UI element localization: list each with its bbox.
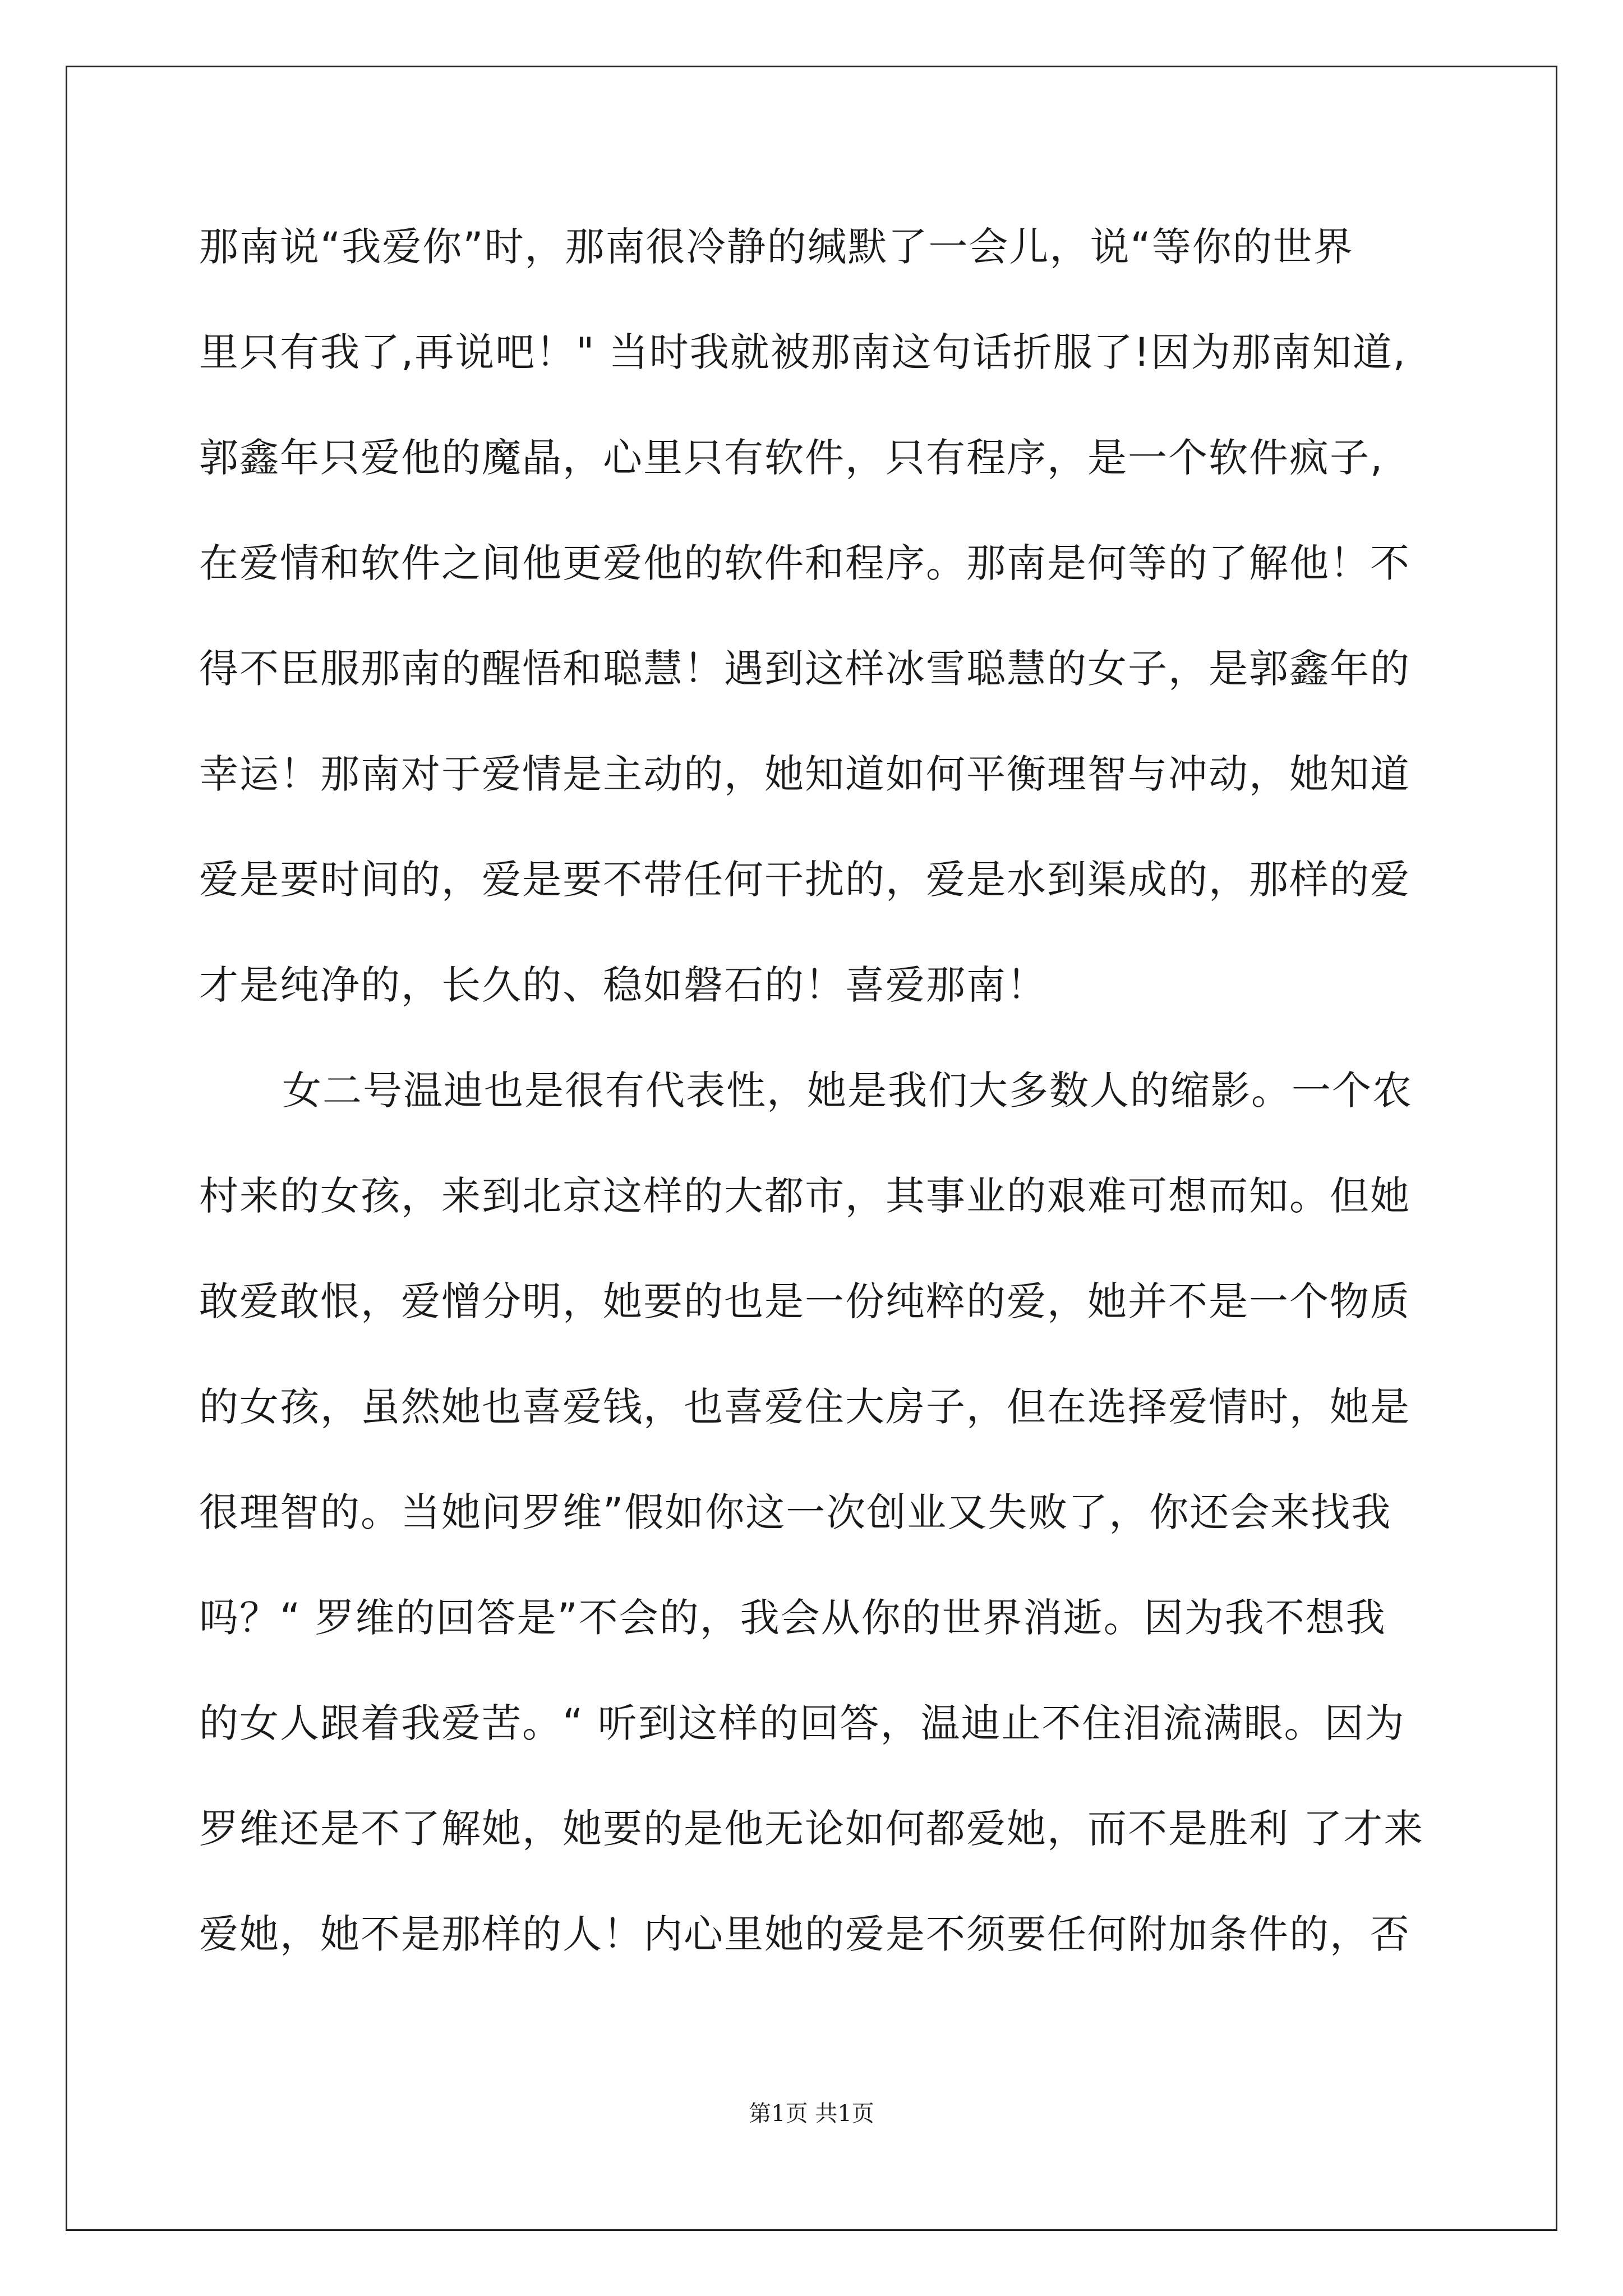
text-line: 村来的女孩，来到北京这样的大都市，其事业的艰难可想而知。但她 [199,1173,1410,1219]
text-line: 的女孩，虽然她也喜爱钱，也喜爱住大房子，但在选择爱情时，她是 [199,1384,1410,1430]
text-line: 郭鑫年只爱他的魔晶，心里只有软件，只有程序，是一个软件疯子, [199,435,1384,481]
page-footer: 第1页 共1页 [749,2101,874,2127]
text-line: 里只有我了,再说吧！" 当时我就被那南这句话折服了!因为那南知道, [199,329,1407,375]
paragraph-start-line: 女二号温迪也是很有代表性，她是我们大多数人的缩影。一个农 [282,1068,1413,1114]
text-line: 得不臣服那南的醒悟和聪慧！遇到这样冰雪聪慧的女子，是郭鑫年的 [199,646,1410,692]
text-line: 罗维还是不了解她，她要的是他无论如何都爱她，而不是胜利 了才来 [199,1806,1424,1852]
text-line: 爱她，她不是那样的人！内心里她的爱是不须要任何附加条件的，否 [199,1911,1410,1957]
text-line: 敢爱敢恨，爱憎分明，她要的也是一份纯粹的爱，她并不是一个物质 [199,1278,1410,1324]
text-line: 在爱情和软件之间他更爱他的软件和程序。那南是何等的了解他！不 [199,540,1410,586]
text-line: 才是纯净的，长久的、稳如磐石的！喜爱那南！ [199,962,1047,1008]
text-line: 幸运！那南对于爱情是主动的，她知道如何平衡理智与冲动，她知道 [199,751,1410,797]
text-line: 吗？“ 罗维的回答是”不会的，我会从你的世界消逝。因为我不想我 [199,1595,1386,1641]
document-body [199,213,1472,2006]
text-line: 爱是要时间的，爱是要不带任何干扰的，爱是水到渠成的，那样的爱 [199,857,1410,903]
text-line: 那南说“我爱你”时，那南很冷静的缄默了一会儿，说“等你的世界 [199,224,1354,270]
text-line: 很理智的。当她问罗维”假如你这一次创业又失败了，你还会来找我 [199,1489,1392,1535]
text-line: 的女人跟着我爱苦。“ 听到这样的回答，温迪止不住泪流满眼。因为 [199,1700,1405,1746]
